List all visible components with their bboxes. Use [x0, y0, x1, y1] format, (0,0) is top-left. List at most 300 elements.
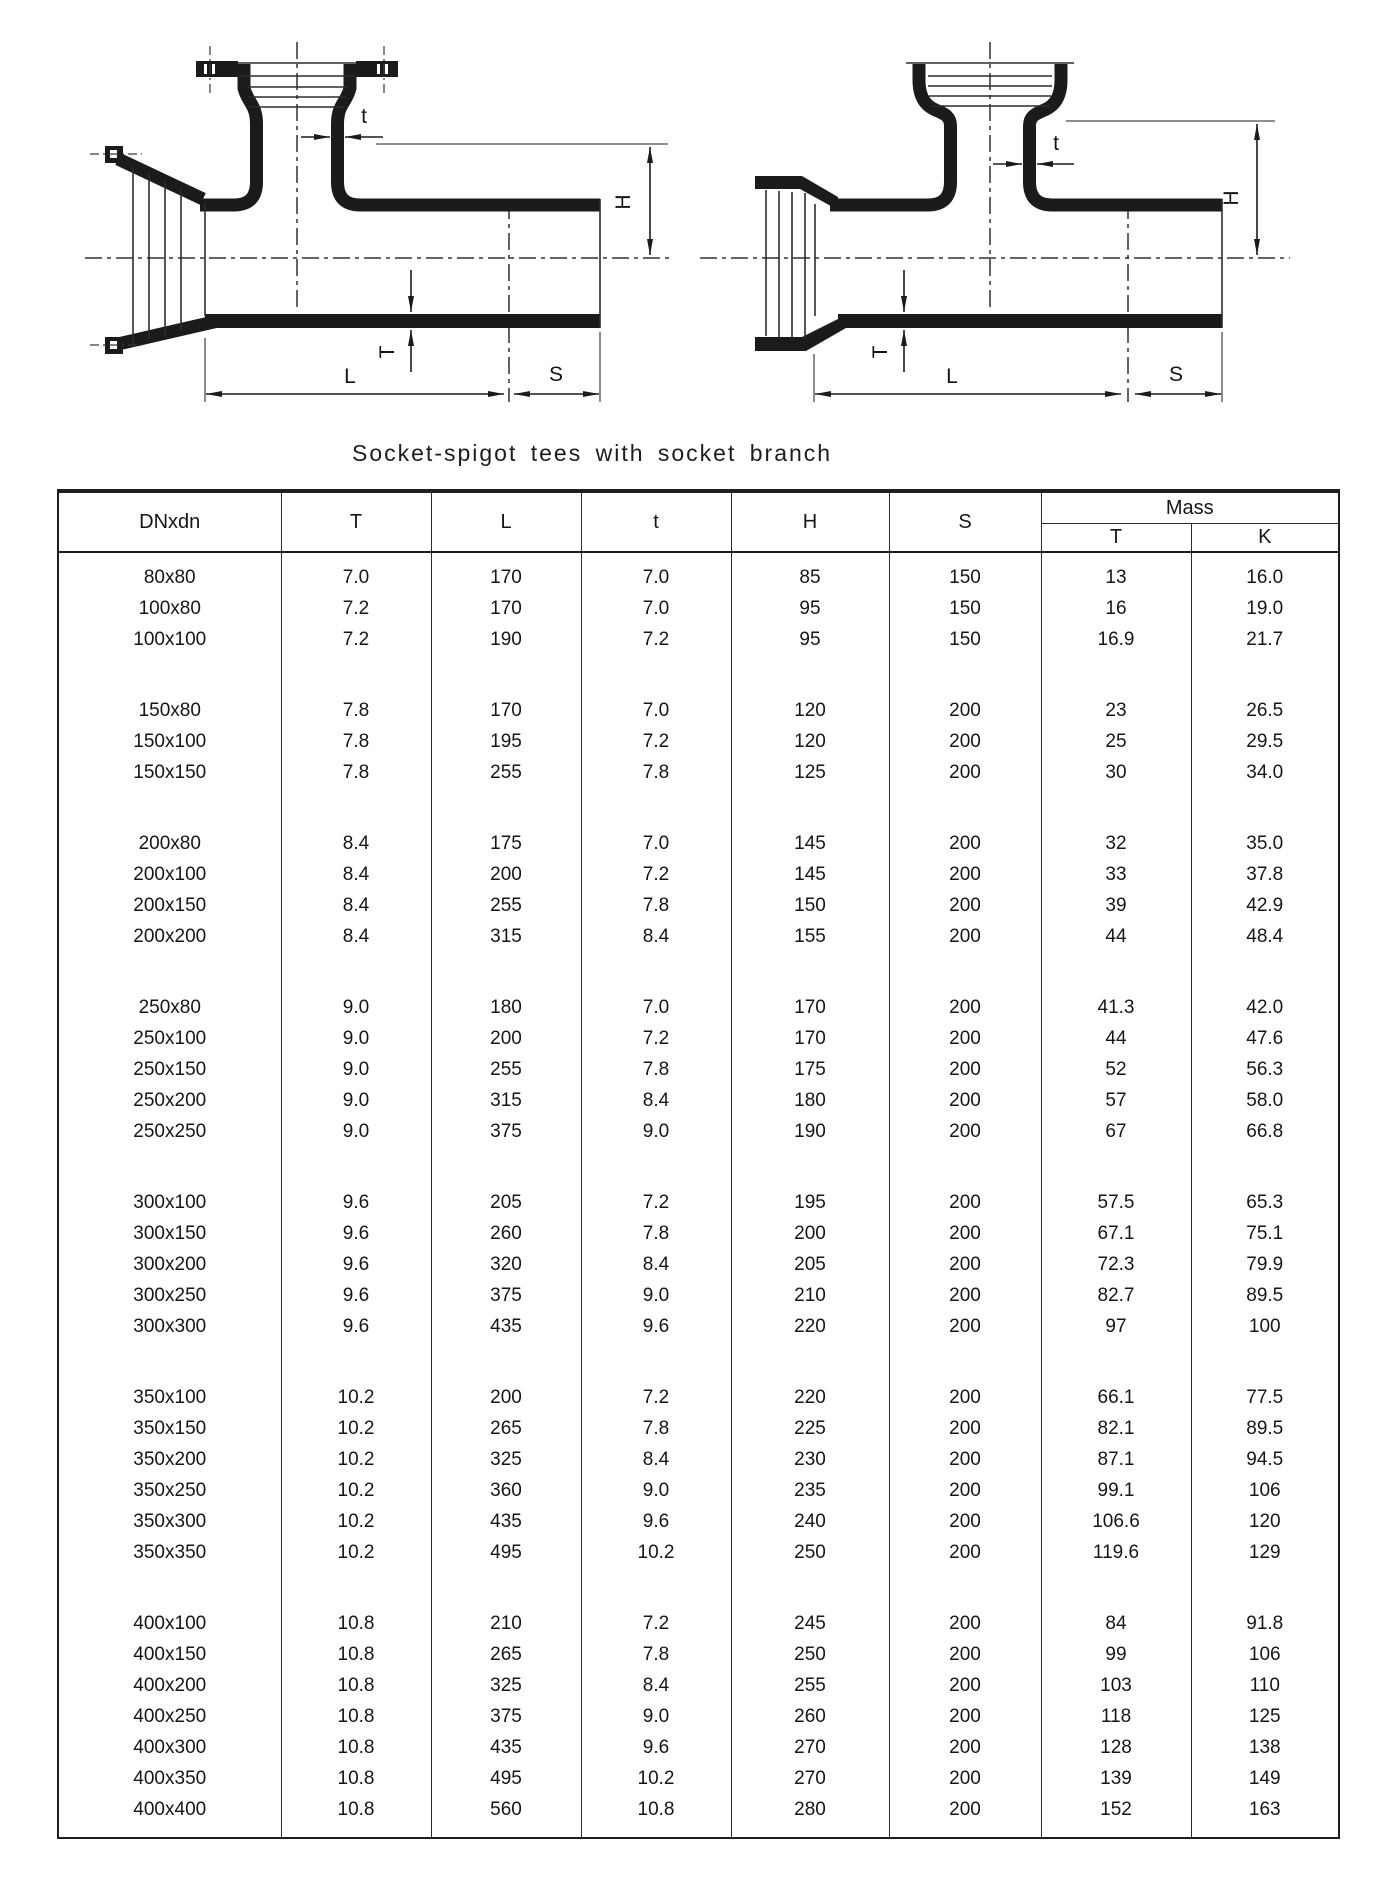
cell-t: 7.2 [581, 726, 731, 757]
cell-mass-K: 48.4 [1191, 921, 1339, 952]
left-tee-drawing [85, 42, 672, 402]
cell-S: 200 [889, 788, 1041, 859]
table-row [58, 788, 1339, 859]
cell-T: 9.0 [281, 952, 431, 1023]
cell-dnxdn: 400x200 [58, 1670, 281, 1701]
cell-t: 8.4 [581, 1444, 731, 1475]
col-header-mass-K: K [1191, 524, 1339, 553]
cell-dnxdn: 350x200 [58, 1444, 281, 1475]
cell-dnxdn: 150x100 [58, 726, 281, 757]
cell-H: 280 [731, 1794, 889, 1838]
cell-mass-T: 33 [1041, 859, 1191, 890]
cell-t: 7.2 [581, 1023, 731, 1054]
cell-S: 200 [889, 1413, 1041, 1444]
cell-H: 260 [731, 1701, 889, 1732]
figure-title: Socket-spigot tees with socket branch [352, 440, 833, 466]
tee-drawings-svg [0, 6, 1385, 414]
cell-T: 8.4 [281, 859, 431, 890]
cell-T: 10.2 [281, 1444, 431, 1475]
dimension-L [205, 338, 504, 402]
cell-mass-K: 129 [1191, 1537, 1339, 1568]
cell-mass-T: 16 [1041, 593, 1191, 624]
cell-mass-K: 100 [1191, 1311, 1339, 1342]
cell-H: 125 [731, 757, 889, 788]
cell-dnxdn: 80x80 [58, 552, 281, 593]
cell-H: 225 [731, 1413, 889, 1444]
dim-label-t-left: t [361, 105, 367, 128]
table-row [58, 624, 1339, 655]
table-row [58, 1054, 1339, 1085]
table-group-dn250 [58, 952, 1339, 1147]
cell-H: 120 [731, 726, 889, 757]
cell-S: 200 [889, 1732, 1041, 1763]
cell-mass-T: 16.9 [1041, 624, 1191, 655]
table-row [58, 1116, 1339, 1147]
bell-top-wall [118, 159, 203, 199]
cell-mass-T: 99 [1041, 1639, 1191, 1670]
pipe-top-wall-right-and-branch-right-wall [338, 124, 601, 205]
cell-T: 10.8 [281, 1639, 431, 1670]
cell-T: 10.8 [281, 1701, 431, 1732]
cell-t: 8.4 [581, 1670, 731, 1701]
cell-dnxdn: 250x200 [58, 1085, 281, 1116]
table-row [58, 1413, 1339, 1444]
col-header-H: H [731, 491, 889, 552]
cell-mass-T: 44 [1041, 921, 1191, 952]
cell-dnxdn: 300x250 [58, 1280, 281, 1311]
cell-mass-T: 30 [1041, 757, 1191, 788]
cell-t: 8.4 [581, 1249, 731, 1280]
cell-S: 200 [889, 1249, 1041, 1280]
cell-H: 150 [731, 890, 889, 921]
cell-H: 255 [731, 1670, 889, 1701]
table-row [58, 552, 1339, 593]
cell-T: 9.0 [281, 1085, 431, 1116]
dimension-L [814, 354, 1121, 402]
table-row [58, 1732, 1339, 1763]
cell-S: 200 [889, 757, 1041, 788]
table-row [58, 1763, 1339, 1794]
table-group-dn150 [58, 655, 1339, 788]
pipe-top-wall-left-and-branch-left-wall [830, 126, 951, 205]
cell-T: 10.2 [281, 1475, 431, 1506]
cell-dnxdn: 400x400 [58, 1794, 281, 1838]
cell-dnxdn: 350x250 [58, 1475, 281, 1506]
cell-L: 375 [431, 1116, 581, 1147]
cell-mass-K: 56.3 [1191, 1054, 1339, 1085]
cell-H: 250 [731, 1639, 889, 1670]
table-row [58, 1147, 1339, 1218]
cell-S: 200 [889, 1537, 1041, 1568]
table-row [58, 1023, 1339, 1054]
cell-H: 200 [731, 1218, 889, 1249]
table-row [58, 890, 1339, 921]
col-header-mass-T: T [1041, 524, 1191, 553]
table-group-dn200 [58, 788, 1339, 952]
cell-mass-T: 13 [1041, 552, 1191, 593]
table-row [58, 726, 1339, 757]
bolt-slot [377, 64, 380, 74]
header-row-main [58, 491, 1339, 524]
cell-dnxdn: 400x250 [58, 1701, 281, 1732]
cell-H: 155 [731, 921, 889, 952]
cell-H: 170 [731, 952, 889, 1023]
cell-mass-K: 21.7 [1191, 624, 1339, 655]
cell-mass-K: 89.5 [1191, 1280, 1339, 1311]
cell-t: 7.0 [581, 655, 731, 726]
cell-t: 9.0 [581, 1116, 731, 1147]
right-tee-drawing [700, 42, 1290, 402]
cell-L: 265 [431, 1413, 581, 1444]
cell-T: 9.6 [281, 1218, 431, 1249]
cell-H: 210 [731, 1280, 889, 1311]
cell-L: 315 [431, 921, 581, 952]
cell-mass-K: 42.0 [1191, 952, 1339, 1023]
cell-H: 220 [731, 1342, 889, 1413]
cell-mass-T: 25 [1041, 726, 1191, 757]
cell-mass-T: 97 [1041, 1311, 1191, 1342]
cell-H: 175 [731, 1054, 889, 1085]
cell-dnxdn: 350x100 [58, 1342, 281, 1413]
table-header [58, 491, 1339, 552]
cell-T: 10.8 [281, 1794, 431, 1838]
branch-socket-wall-right [1030, 64, 1062, 126]
dimension-S [1135, 332, 1222, 402]
table-row [58, 1311, 1339, 1342]
cell-mass-K: 66.8 [1191, 1116, 1339, 1147]
cell-mass-T: 82.1 [1041, 1413, 1191, 1444]
technical-drawings [0, 6, 1385, 414]
cell-mass-K: 34.0 [1191, 757, 1339, 788]
dimension-H [1066, 121, 1275, 255]
cell-L: 315 [431, 1085, 581, 1116]
cell-T: 7.2 [281, 593, 431, 624]
table-row [58, 952, 1339, 1023]
cell-H: 85 [731, 552, 889, 593]
col-header-t: t [581, 491, 731, 552]
cell-L: 255 [431, 757, 581, 788]
cell-L: 205 [431, 1147, 581, 1218]
cell-mass-K: 79.9 [1191, 1249, 1339, 1280]
table-row [58, 1670, 1339, 1701]
branch-socket-flare-right [338, 64, 351, 124]
cell-mass-K: 16.0 [1191, 552, 1339, 593]
cell-dnxdn: 350x300 [58, 1506, 281, 1537]
cell-mass-T: 57 [1041, 1085, 1191, 1116]
cell-t: 9.6 [581, 1506, 731, 1537]
cell-mass-T: 128 [1041, 1732, 1191, 1763]
cell-H: 145 [731, 788, 889, 859]
cell-L: 360 [431, 1475, 581, 1506]
cell-mass-T: 23 [1041, 655, 1191, 726]
col-header-T: T [281, 491, 431, 552]
cell-mass-T: 41.3 [1041, 952, 1191, 1023]
cell-S: 200 [889, 890, 1041, 921]
cell-mass-K: 26.5 [1191, 655, 1339, 726]
cell-T: 10.2 [281, 1342, 431, 1413]
cell-mass-K: 42.9 [1191, 890, 1339, 921]
cell-T: 10.8 [281, 1670, 431, 1701]
cell-mass-T: 52 [1041, 1054, 1191, 1085]
cell-t: 7.0 [581, 788, 731, 859]
pipe-bottom-wall [205, 314, 600, 328]
cell-dnxdn: 250x250 [58, 1116, 281, 1147]
cell-dnxdn: 400x300 [58, 1732, 281, 1763]
cell-L: 175 [431, 788, 581, 859]
table-row [58, 655, 1339, 726]
cell-S: 200 [889, 1054, 1041, 1085]
cell-L: 265 [431, 1639, 581, 1670]
cell-S: 200 [889, 1116, 1041, 1147]
cell-mass-T: 84 [1041, 1568, 1191, 1639]
dim-label-S-left: S [548, 363, 564, 386]
cell-mass-K: 110 [1191, 1670, 1339, 1701]
cell-t: 7.8 [581, 757, 731, 788]
cell-t: 9.0 [581, 1475, 731, 1506]
cell-H: 230 [731, 1444, 889, 1475]
cell-mass-T: 66.1 [1041, 1342, 1191, 1413]
table-row [58, 1249, 1339, 1280]
cell-dnxdn: 300x300 [58, 1311, 281, 1342]
cell-dnxdn: 150x150 [58, 757, 281, 788]
cell-T: 8.4 [281, 788, 431, 859]
cell-L: 200 [431, 1023, 581, 1054]
cell-S: 150 [889, 552, 1041, 593]
cell-T: 9.6 [281, 1147, 431, 1218]
cell-t: 10.8 [581, 1794, 731, 1838]
cell-T: 7.0 [281, 552, 431, 593]
cell-L: 560 [431, 1794, 581, 1838]
cell-mass-K: 138 [1191, 1732, 1339, 1763]
cell-dnxdn: 300x150 [58, 1218, 281, 1249]
cell-T: 10.2 [281, 1537, 431, 1568]
cell-mass-K: 58.0 [1191, 1085, 1339, 1116]
cell-t: 7.8 [581, 1413, 731, 1444]
table-row [58, 1639, 1339, 1670]
cell-mass-K: 106 [1191, 1475, 1339, 1506]
cell-t: 9.6 [581, 1311, 731, 1342]
table-row [58, 921, 1339, 952]
cell-L: 180 [431, 952, 581, 1023]
cell-mass-K: 163 [1191, 1794, 1339, 1838]
cell-dnxdn: 250x150 [58, 1054, 281, 1085]
table-row [58, 1794, 1339, 1838]
cell-S: 200 [889, 1701, 1041, 1732]
cell-mass-K: 94.5 [1191, 1444, 1339, 1475]
cell-S: 200 [889, 1280, 1041, 1311]
table-row [58, 593, 1339, 624]
cell-mass-T: 152 [1041, 1794, 1191, 1838]
cell-mass-T: 57.5 [1041, 1147, 1191, 1218]
col-header-L: L [431, 491, 581, 552]
cell-L: 325 [431, 1670, 581, 1701]
cell-T: 9.6 [281, 1249, 431, 1280]
cell-H: 120 [731, 655, 889, 726]
cell-L: 210 [431, 1568, 581, 1639]
table-row [58, 1537, 1339, 1568]
cell-T: 7.8 [281, 757, 431, 788]
cell-H: 95 [731, 593, 889, 624]
cell-H: 205 [731, 1249, 889, 1280]
cell-S: 200 [889, 1506, 1041, 1537]
dim-label-L-right: L [946, 365, 958, 388]
cell-t: 7.2 [581, 1342, 731, 1413]
cell-L: 170 [431, 552, 581, 593]
cell-mass-T: 106.6 [1041, 1506, 1191, 1537]
cell-H: 95 [731, 624, 889, 655]
cell-dnxdn: 350x350 [58, 1537, 281, 1568]
dim-label-H-left: H [612, 194, 635, 210]
cell-mass-T: 87.1 [1041, 1444, 1191, 1475]
cell-S: 200 [889, 1342, 1041, 1413]
cell-S: 200 [889, 1568, 1041, 1639]
cell-T: 9.0 [281, 1023, 431, 1054]
cell-t: 10.2 [581, 1537, 731, 1568]
cell-dnxdn: 250x80 [58, 952, 281, 1023]
table-row [58, 1475, 1339, 1506]
cell-t: 7.0 [581, 552, 731, 593]
cell-dnxdn: 400x350 [58, 1763, 281, 1794]
cell-dnxdn: 150x80 [58, 655, 281, 726]
cell-t: 10.2 [581, 1763, 731, 1794]
table-row [58, 1342, 1339, 1413]
cell-T: 10.2 [281, 1506, 431, 1537]
col-header-dnxdn: DNxdn [58, 491, 281, 552]
cell-t: 9.0 [581, 1701, 731, 1732]
dim-label-L-left: L [344, 365, 356, 388]
cell-S: 200 [889, 1023, 1041, 1054]
cell-mass-T: 39 [1041, 890, 1191, 921]
cell-dnxdn: 200x80 [58, 788, 281, 859]
cell-S: 200 [889, 952, 1041, 1023]
table-row [58, 1506, 1339, 1537]
cell-T: 7.2 [281, 624, 431, 655]
cell-S: 200 [889, 1085, 1041, 1116]
cell-mass-K: 91.8 [1191, 1568, 1339, 1639]
dimensions-table [57, 489, 1340, 1839]
cell-dnxdn: 250x100 [58, 1023, 281, 1054]
cell-dnxdn: 350x150 [58, 1413, 281, 1444]
cell-L: 255 [431, 1054, 581, 1085]
cell-T: 9.0 [281, 1054, 431, 1085]
cell-mass-K: 19.0 [1191, 593, 1339, 624]
table-row [58, 859, 1339, 890]
cell-mass-K: 37.8 [1191, 859, 1339, 890]
cell-mass-T: 32 [1041, 788, 1191, 859]
cell-dnxdn: 100x80 [58, 593, 281, 624]
cell-T: 9.6 [281, 1280, 431, 1311]
cell-L: 375 [431, 1701, 581, 1732]
cell-L: 255 [431, 890, 581, 921]
cell-t: 7.8 [581, 1218, 731, 1249]
cell-t: 7.2 [581, 624, 731, 655]
cell-dnxdn: 200x150 [58, 890, 281, 921]
cell-t: 7.2 [581, 859, 731, 890]
cell-L: 435 [431, 1506, 581, 1537]
cell-mass-T: 67.1 [1041, 1218, 1191, 1249]
bolt-slot [385, 64, 388, 74]
cell-S: 200 [889, 726, 1041, 757]
cell-H: 220 [731, 1311, 889, 1342]
cell-t: 9.0 [581, 1280, 731, 1311]
bell-gasket-rings [766, 190, 805, 339]
cell-L: 170 [431, 593, 581, 624]
bolt-slot [212, 64, 215, 74]
table-group-dn350 [58, 1342, 1339, 1568]
cell-T: 9.0 [281, 1116, 431, 1147]
table-group-dn300 [58, 1147, 1339, 1342]
cell-t: 7.8 [581, 1054, 731, 1085]
cell-L: 200 [431, 1342, 581, 1413]
cell-mass-K: 125 [1191, 1701, 1339, 1732]
cell-dnxdn: 300x100 [58, 1147, 281, 1218]
cell-H: 270 [731, 1732, 889, 1763]
cell-dnxdn: 200x200 [58, 921, 281, 952]
dim-label-H-right: H [1220, 190, 1243, 206]
table-row [58, 1701, 1339, 1732]
pipe-bottom-wall [838, 314, 1222, 328]
cell-L: 200 [431, 859, 581, 890]
cell-dnxdn: 200x100 [58, 859, 281, 890]
cell-L: 495 [431, 1763, 581, 1794]
cell-mass-K: 29.5 [1191, 726, 1339, 757]
cell-H: 245 [731, 1568, 889, 1639]
bell-top-cap [755, 176, 838, 210]
cell-T: 7.8 [281, 726, 431, 757]
cell-L: 190 [431, 624, 581, 655]
cell-mass-K: 77.5 [1191, 1342, 1339, 1413]
cell-T: 8.4 [281, 921, 431, 952]
dim-label-t-right: t [1053, 132, 1059, 155]
cell-L: 435 [431, 1732, 581, 1763]
bell-gland-rings [133, 166, 181, 343]
cell-L: 495 [431, 1537, 581, 1568]
cell-mass-K: 75.1 [1191, 1218, 1339, 1249]
cell-S: 200 [889, 859, 1041, 890]
cell-T: 8.4 [281, 890, 431, 921]
cell-mass-T: 103 [1041, 1670, 1191, 1701]
cell-S: 150 [889, 624, 1041, 655]
branch-socket-flare-left [244, 64, 257, 124]
cell-t: 7.2 [581, 1568, 731, 1639]
cell-L: 375 [431, 1280, 581, 1311]
cell-mass-T: 139 [1041, 1763, 1191, 1794]
cell-T: 10.8 [281, 1732, 431, 1763]
cell-L: 320 [431, 1249, 581, 1280]
cell-mass-T: 67 [1041, 1116, 1191, 1147]
cell-mass-T: 82.7 [1041, 1280, 1191, 1311]
cell-dnxdn: 300x200 [58, 1249, 281, 1280]
table-group-dn80-100 [58, 552, 1339, 655]
cell-L: 325 [431, 1444, 581, 1475]
cell-S: 200 [889, 1670, 1041, 1701]
cell-H: 270 [731, 1763, 889, 1794]
cell-S: 200 [889, 1218, 1041, 1249]
cell-T: 7.8 [281, 655, 431, 726]
cell-dnxdn: 400x150 [58, 1639, 281, 1670]
cell-H: 170 [731, 1023, 889, 1054]
cell-S: 200 [889, 1475, 1041, 1506]
dim-label-T-left: T [376, 345, 399, 359]
cell-T: 10.8 [281, 1568, 431, 1639]
cell-t: 7.8 [581, 890, 731, 921]
dim-label-S-right: S [1168, 363, 1184, 386]
dimension-S [514, 332, 600, 402]
cell-t: 8.4 [581, 1085, 731, 1116]
cell-H: 195 [731, 1147, 889, 1218]
branch-socket-wall-left [919, 64, 951, 126]
cell-mass-K: 89.5 [1191, 1413, 1339, 1444]
